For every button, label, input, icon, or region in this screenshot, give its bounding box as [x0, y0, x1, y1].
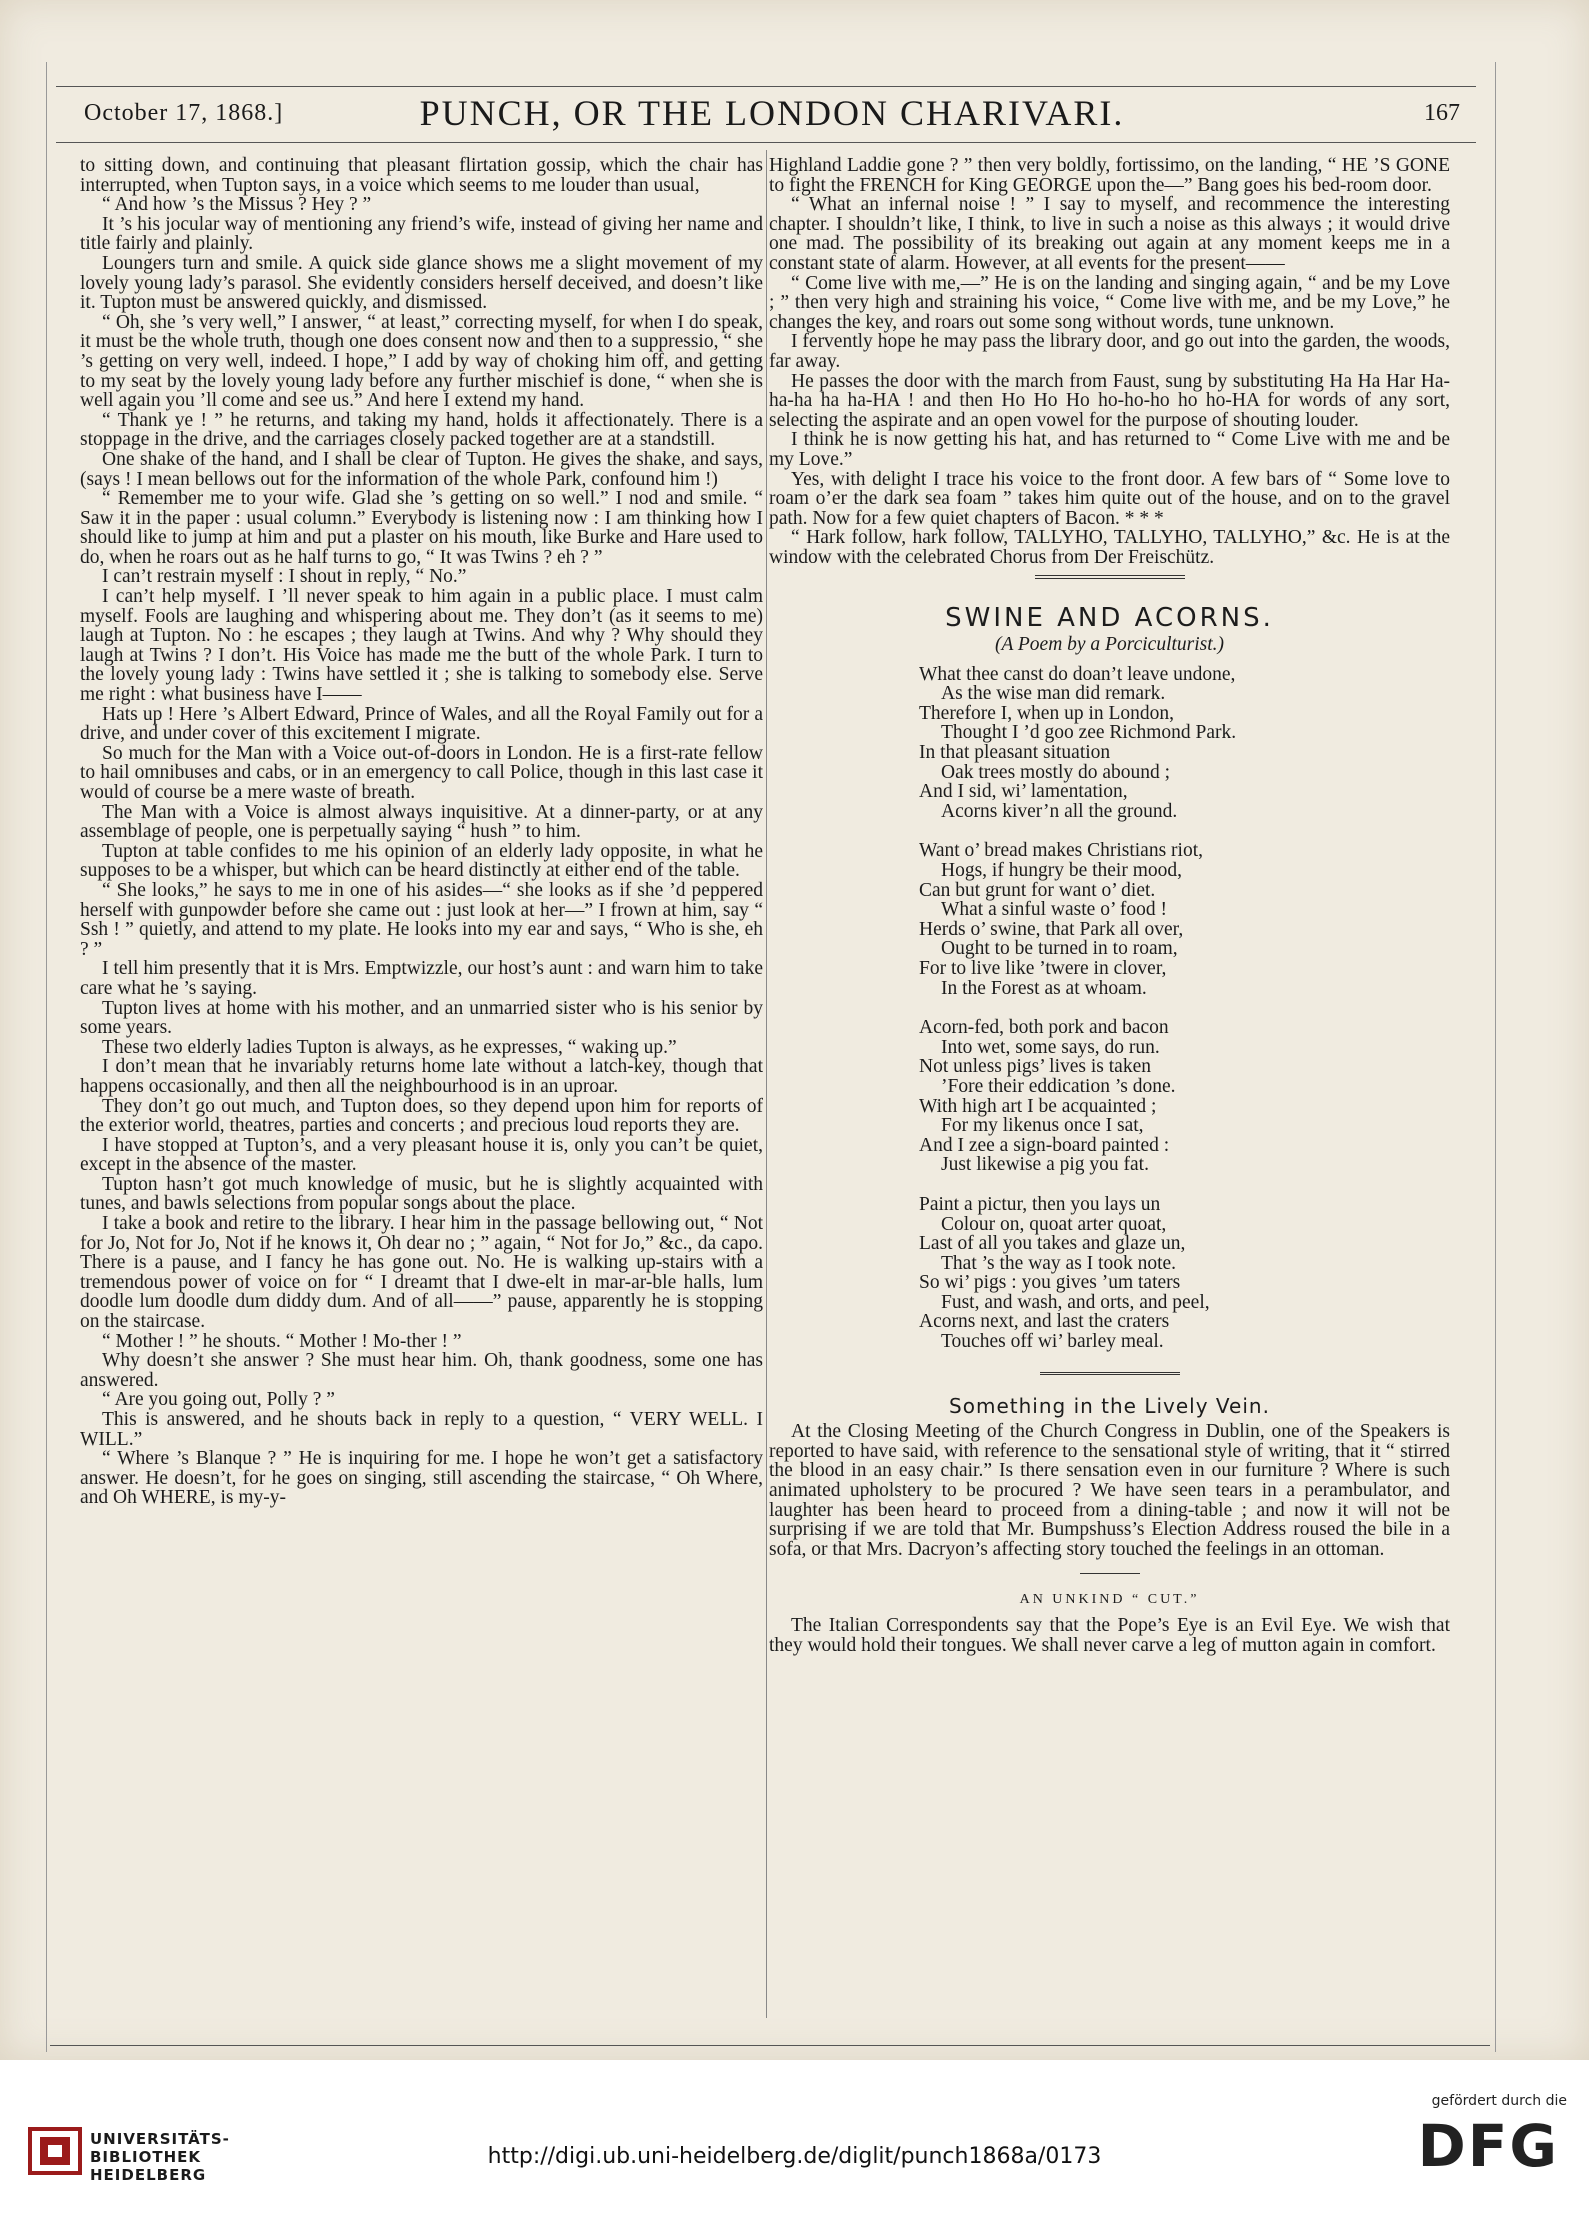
right-paragraph: I think he is now getting his hat, and has returned to “ Come Live with me and be my Love.” — [769, 429, 1450, 470]
poem-line: ’Fore their eddication ’s done. — [941, 1075, 1176, 1097]
left-column — [80, 156, 763, 1508]
left-paragraph: This is answered, and he shouts back in reply to a question, “ VERY WELL. I WILL.” — [80, 1409, 763, 1450]
page-header — [84, 92, 1460, 138]
left-paragraph: “ She looks,” he says to me in one of his asides—“ she looks as if she ’d peppered herself with gunpowder before she came out : just look at her—” I frown at him, say “ Ssh ! ” quietly, and attend to my plate. He looks into my ear and says, “ Who is she, eh ? ” — [80, 879, 763, 960]
poem-line: For to live like ’twere in clover, — [919, 957, 1167, 979]
poem-stanza — [919, 1195, 1450, 1352]
poem-line: And I sid, wi’ lamentation, — [919, 781, 1128, 803]
funding-note: gefördert durch die — [1431, 2093, 1567, 2109]
left-paragraph: These two elderly ladies Tupton is always, as he expresses, “ waking up.” — [102, 1036, 677, 1058]
section-separator-2 — [1035, 578, 1185, 579]
left-paragraph: Hats up ! Here ’s Albert Edward, Prince of Wales, and all the Royal Family out for a drive, and under cover of this excitement I migrate. — [80, 703, 763, 745]
poem-line: That ’s the way as I took note. — [941, 1252, 1177, 1274]
poem-stanza — [919, 665, 1450, 822]
left-paragraph: to sitting down, and continuing that pleasant flirtation gossip, which the chair has interrupted, when Tupton says, in a voice which seems to me louder than usual, — [80, 155, 763, 196]
poem-body — [769, 665, 1450, 1352]
page-bottom-rule — [50, 2045, 1490, 2046]
poem-line: With high art I be acquainted ; — [919, 1095, 1157, 1117]
left-paragraph: “ And how ’s the Missus ? Hey ? ” — [102, 194, 372, 216]
right-paragraph: “ Hark follow, hark follow, TALLYHO, TALLYHO, TALLYHO,” &c. He is at the window with the celebrated Chorus from Der Freischütz. — [769, 527, 1450, 568]
poem-line: Colour on, quoat arter quoat, — [941, 1213, 1167, 1235]
left-paragraph: One shake of the hand, and I shall be clear of Tupton. He gives the shake, and says, (says ! I mean bellows out for the information of the whole Park, confound him !) — [80, 448, 763, 490]
right-paragraph: Highland Laddie gone ? ” then very boldly, fortissimo, on the landing, “ HE ’S GONE to fight the FRENCH for King GEORGE upon the—” Bang goes his bed-room door. — [769, 155, 1450, 196]
poem-line: Therefore I, when up in London, — [919, 702, 1175, 724]
poem-line: Just likewise a pig you fat. — [941, 1154, 1149, 1176]
right-paragraph: I fervently hope he may pass the library door, and go out into the garden, the woods, far away. — [769, 331, 1450, 372]
poem-line: What thee canst do doan’t leave undone, — [919, 663, 1236, 685]
dfg-logo-icon: DFG — [1417, 2112, 1559, 2180]
poem-stanza — [919, 1018, 1450, 1175]
section3-title: AN UNKIND “ CUT.” — [1019, 1592, 1200, 1608]
poem-line: Herds o’ swine, that Park all over, — [919, 918, 1184, 940]
right-column — [769, 156, 1450, 1655]
left-paragraph: “ Oh, she ’s very well,” I answer, “ at least,” correcting myself, for when I do speak, it must be the whole truth, though one does consent now and then to a suppressio, “ she ’s getting on very well, indeed. I hope,” I add by way of choking him off, and getting to my seat by the lovely young lady before any further mischief is done, “ when she is well again you ’ll come and see us.” And here I extend my hand. — [80, 311, 763, 412]
library-name-line-3: HEIDELBERG — [90, 2166, 207, 2184]
library-name-line-2: BIBLIOTHEK — [90, 2148, 201, 2166]
poem-line: Touches off wi’ barley meal. — [941, 1331, 1164, 1353]
right-paragraph: He passes the door with the march from Faust, sung by substituting Ha Ha Har Ha-ha-ha ha ha-HA ! and then Ho Ho Ho ho-ho-ho ho ho-HA for words of any sort, selecting the aspirate and an open vowel for the purpose of shouting louder. — [769, 370, 1450, 431]
poem-line: Into wet, some says, do run. — [941, 1036, 1160, 1058]
poem-line: Want o’ bread makes Christians riot, — [919, 840, 1203, 862]
poem-line: Thought I ’d goo zee Richmond Park. — [941, 722, 1237, 744]
poem-line: In the Forest as at whoam. — [941, 977, 1147, 999]
poem-line: Paint a pictur, then you lays un — [919, 1193, 1161, 1215]
left-paragraph: So much for the Man with a Voice out-of-doors in London. He is a first-rate fellow to hail omnibuses and cabs, or in an emergency to call Police, though in this last case it would of course be a mere waste of breath. — [80, 742, 763, 803]
page-number: 167 — [1424, 100, 1460, 126]
poem-line: Last of all you takes and glaze un, — [919, 1233, 1186, 1255]
left-paragraph: The Man with a Voice is almost always inquisitive. At a dinner-party, or at any assemblage of people, one is perpetually saying “ hush ” to him. — [80, 801, 763, 843]
left-paragraph: Tupton hasn’t got much knowledge of music, but he is slightly acquainted with tunes, and bawls selections from popular songs about the place. — [80, 1173, 763, 1215]
right-paragraph: Yes, with delight I trace his voice to the front door. A few bars of “ Some love to roam o’er the dark sea foam ” takes him quite out of the house, and on to the gravel path. Now for a few quiet chapters of Bacon. * * * — [769, 468, 1450, 529]
left-paragraph: They don’t go out much, and Tupton does, so they depend upon him for reports of the exterior world, theatres, parties and concerts ; and precious loud reports they are. — [80, 1095, 763, 1137]
poem-stanza — [919, 841, 1450, 998]
left-paragraph: “ Thank ye ! ” he returns, and taking my hand, holds it affectionately. There is a stoppage in the drive, and the carriages closely packed together are at a standstill. — [80, 409, 763, 451]
left-paragraph: Why doesn’t she answer ? She must hear him. Oh, thank goodness, some one has answered. — [80, 1350, 763, 1391]
poem-line: Can but grunt for want o’ diet. — [919, 879, 1156, 901]
poem-line: In that pleasant situation — [919, 742, 1111, 764]
left-paragraph: I tell him presently that it is Mrs. Emptwizzle, our host’s aunt : and warn him to take care what he ’s saying. — [80, 958, 763, 999]
poem-line: Ought to be turned in to roam, — [941, 938, 1178, 960]
section3-text: The Italian Correspondents say that the Pope’s Eye is an Evil Eye. We wish that they would hold their tongues. We shall never carve a leg of mutton again in comfort. — [769, 1615, 1450, 1656]
left-paragraph: I can’t restrain myself : I shout in reply, “ No.” — [102, 566, 467, 588]
header-date: October 17, 1868.] — [84, 100, 284, 126]
poem-line: Acorns kiver’n all the ground. — [941, 800, 1178, 822]
poem-line: Hogs, if hungry be their mood, — [941, 860, 1183, 881]
section2-title: Something in the Lively Vein. — [949, 1393, 1270, 1418]
poem-line: As the wise man did remark. — [941, 683, 1166, 705]
poem-subtitle: (A Poem by a Porciculturist.) — [994, 634, 1225, 656]
section-separator — [1035, 575, 1185, 576]
poem-line: Not unless pigs’ lives is taken — [919, 1056, 1151, 1078]
right-column-text — [769, 156, 1450, 567]
header-rule-top — [56, 86, 1476, 87]
left-paragraph: “ Where ’s Blanque ? ” He is inquiring for me. I hope he won’t get a satisfactory answer. He doesn’t, for he goes on singing, still ascending the staircase, “ Oh Where, and Oh WHERE, is my-y- — [80, 1448, 763, 1509]
left-paragraph: “ Mother ! ” he shouts. “ Mother ! Mo-ther ! ” — [102, 1330, 462, 1352]
column-divider — [766, 150, 767, 2018]
poem-line: Fust, and wash, and orts, and peel, — [941, 1291, 1210, 1313]
left-paragraph: I have stopped at Tupton’s, and a very pleasant house it is, only you can’t be quiet, except in the absence of the master. — [80, 1134, 763, 1176]
poem-line: For my likenus once I sat, — [941, 1115, 1144, 1137]
poem-end-separator — [1040, 1372, 1180, 1377]
left-paragraph: “ Remember me to your wife. Glad she ’s getting on so well.” I nod and smile. “ Saw it in the paper : usual column.” Everybody is listening now : I am thinking how I should like to jump at him and put a plaster on his mouth, like Burke and Hare used to do, when he roars out as he half turns to go, “ It was Twins ? eh ? ” — [80, 488, 763, 568]
section2-text: At the Closing Meeting of the Church Congress in Dublin, one of the Speakers is reported to have said, with reference to the sensational style of writing, that it “ stirred the blood in an easy chair.” Is there sensation even in our furniture ? Where is such animated upholstery to be procured ? We have seen tears in a perambulator, and laughter has been heard to proceed from a dining-table ; and now it will not be surprising if we are told that Mr. Bumpshuss’s Election Address roused the bile in a sofa, or that Mrs. Dacryon’s affecting story touched the feelings in an ottoman. — [769, 1421, 1450, 1560]
right-paragraph: “ Come live with me,—” He is on the landing and singing again, “ and be my Love ; ” then very high and straining his voice, “ Come live with me, and be my Love,” he changes the key, and roars out some song without words, tune unknown. — [769, 272, 1450, 333]
library-name-line-1: UNIVERSITÄTS- — [90, 2130, 230, 2148]
poem-line: Oak trees mostly do abound ; — [941, 761, 1171, 783]
left-paragraph: Tupton at table confides to me his opinion of an elderly lady opposite, in what he supposes to be a whisper, but which can be heard distinctly at either end of the table. — [80, 840, 763, 882]
poem-title: SWINE AND ACORNS. — [945, 603, 1274, 634]
left-paragraph: Tupton lives at home with his mother, and an unmarried sister who is his senior by some years. — [80, 997, 763, 1039]
left-paragraph: Loungers turn and smile. A quick side glance shows me a slight movement of my lovely young lady’s parasol. She evidently considers herself deceived, and doesn’t like it. Tupton must be answered quickly, and dismissed. — [80, 252, 763, 314]
poem-line: What a sinful waste o’ food ! — [941, 899, 1167, 921]
poem-line: Acorn-fed, both pork and bacon — [919, 1017, 1169, 1039]
left-paragraph: I take a book and retire to the library. I hear him in the passage bellowing out, “ Not for Jo, Not for Jo, Not if he knows it, Oh dear no ; ” again, “ Not for Jo,” &c., da capo. There is a pause, and I fancy he has gone out. No. He is walking up-stairs with a tremendous power of voice on for “ I dreamt that I dwe-elt in mar-ar-ble halls, lum doodle lum doodle dum diddy dum. And of all——” pause, apparently he is stopping on the staircase. — [80, 1213, 763, 1333]
header-title: PUNCH, OR THE LONDON CHARIVARI. — [419, 93, 1125, 133]
left-paragraph: I don’t mean that he invariably returns home late without a latch-key, though that happens occasionally, and then all the neighbourhood is in an uproar. — [80, 1056, 763, 1097]
left-paragraph: It ’s his jocular way of mentioning any friend’s wife, instead of giving her name and title fairly and plainly. — [80, 213, 763, 255]
right-paragraph: “ What an infernal noise ! ” I say to myself, and recommence the interesting chapter. I shouldn’t like, I think, to live in such a noise as this always ; it would drive one mad. The possibility of its breaking out again at any moment keeps me in a constant state of alarm. However, at all events for the present—— — [769, 194, 1450, 274]
header-rule-bottom — [56, 142, 1476, 143]
poem-line: Acorns next, and last the craters — [919, 1311, 1170, 1333]
source-url[interactable]: http://digi.ub.uni-heidelberg.de/diglit/punch1868a/0173 — [487, 2144, 1102, 2169]
left-paragraph: I can’t help myself. I ’ll never speak to him again in a public place. I must calm myself. Fools are laughing and whispering about me. They don’t (as it seems to me) laugh at Tupton. No : he escapes ; they laugh at Twins. And why ? Why should they laugh at Twins ? I don’t. His Voice has made me the butt of the whole Park. I turn to the lovely young lady : Twins have settled it ; she is talking to somebody else. Serve me right : what business have I—— — [80, 586, 763, 706]
poem-line: So wi’ pigs : you gives ’um taters — [919, 1272, 1181, 1294]
poem-line: And I zee a sign-board painted : — [919, 1134, 1170, 1156]
section2-separator — [1080, 1573, 1140, 1574]
left-paragraph: “ Are you going out, Polly ? ” — [102, 1389, 335, 1411]
